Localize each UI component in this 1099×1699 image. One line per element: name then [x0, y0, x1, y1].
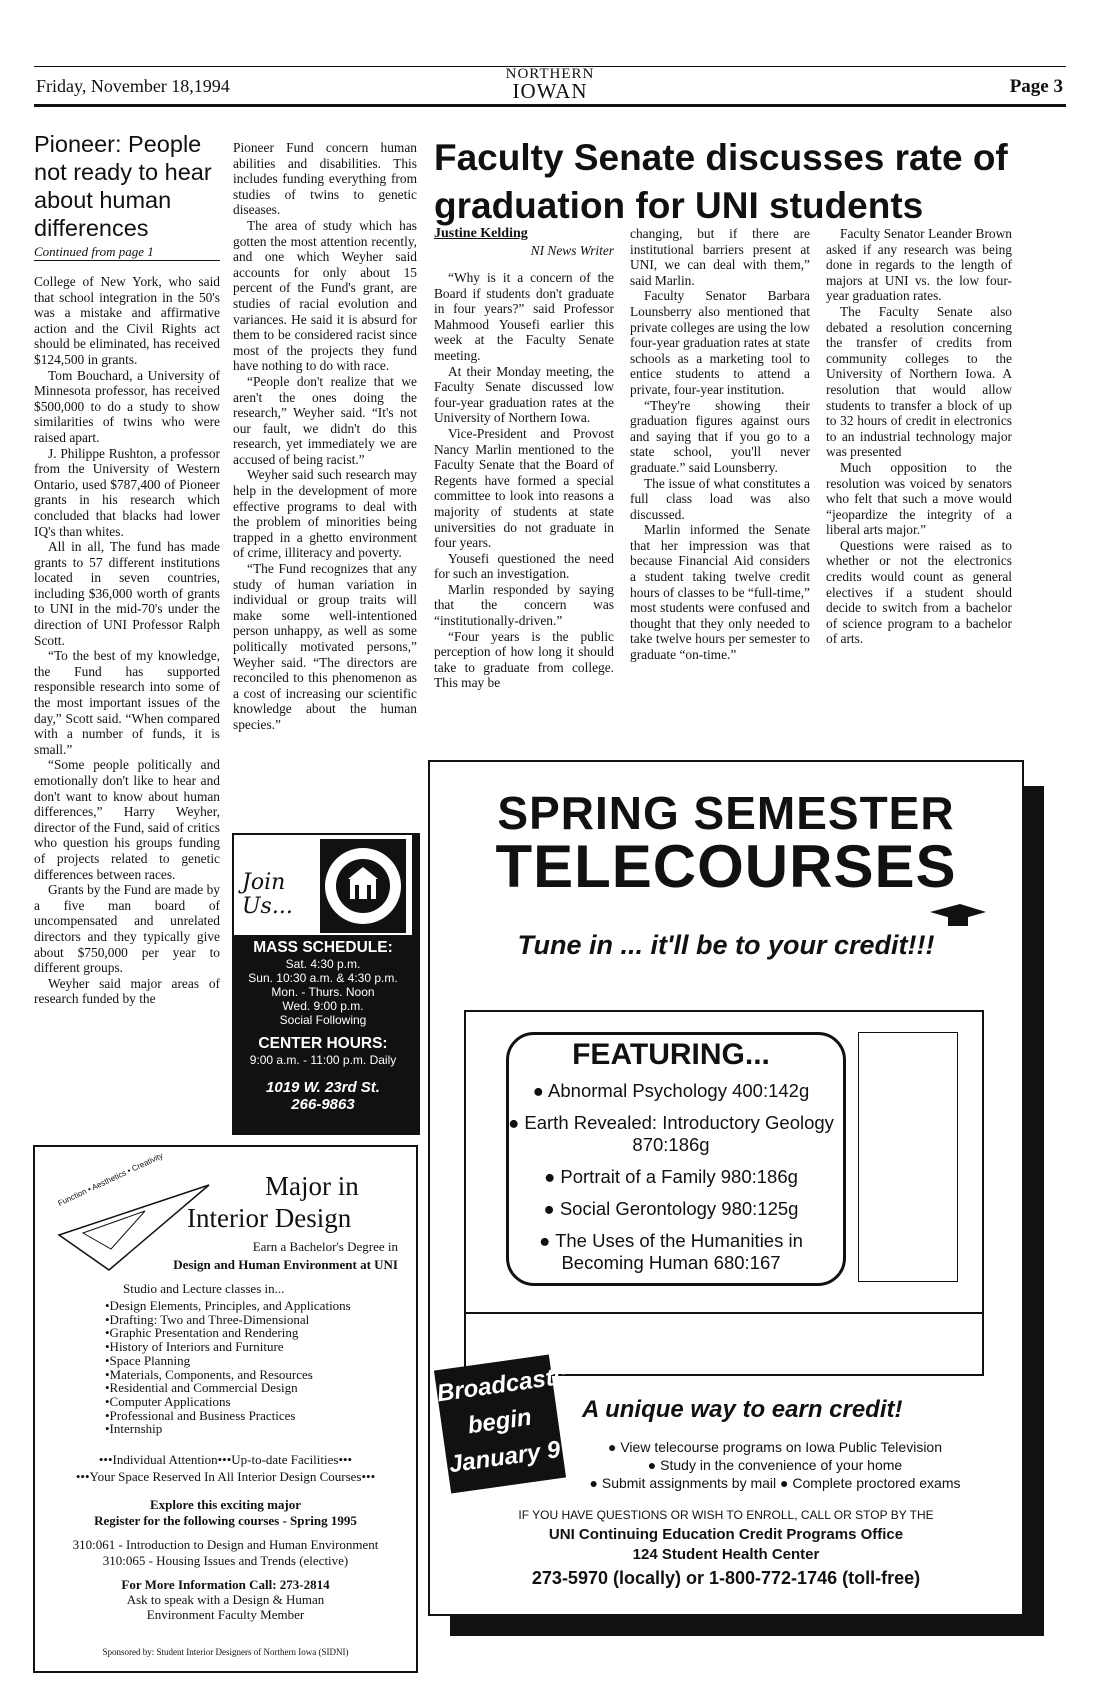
telecourse-tagline: Tune in ... it'll be to your credit!!! [517, 930, 935, 960]
paragraph: Faculty Senator Leander Brown asked if any research was being done in regards to the length of majors at UNI vs. the low four-year graduation rates. [826, 226, 1012, 304]
mass-time: Social Following [279, 1013, 367, 1027]
unique-tagline: A unique way to earn credit! [582, 1396, 903, 1423]
paragraph: College of New York, who said that school integration in the 50's was a mistake and affirmative action and the Civil Rights act should be eliminated, has received $124,500 in grants. [34, 274, 220, 367]
paragraph: “To the best of my knowledge, the Fund has supported responsible research into some of the most important issues of the day,” Scott said. “When compared with a number of funds, it is small.” [34, 648, 220, 757]
spring-course: 310:061 - Introduction to Design and Human Environment [72, 1537, 379, 1552]
center-hours-title: CENTER HOURS: [258, 1035, 388, 1052]
featuring-title: FEATURING... [572, 1038, 770, 1071]
church-seal-icon [320, 839, 406, 933]
telecourse-title-2: TELECOURSES [495, 833, 957, 900]
page-number: Page 3 [1009, 76, 1063, 97]
church-ad-shadow [412, 835, 418, 1133]
paragraph: Vice-President and Provost Nancy Marlin mentioned to the Faculty Senate that the Board of Regents have formed a special committee to look into reasons a majority of students at state universities do not graduate in four years. [434, 425, 614, 551]
interior-studio: Studio and Lecture classes in... [123, 1281, 285, 1296]
list-item: •Drafting: Two and Three-Dimensional [105, 1311, 310, 1327]
senate-column-3 [826, 226, 1012, 647]
featured-course: ● Earth Revealed: Introductory Geology 870:186g [508, 1112, 834, 1155]
paragraph: Tom Bouchard, a University of Minnesota professor, has received $500,000 to do a study to show similarities of twins who were raised apart. [34, 367, 220, 445]
telecourse-office: UNI Continuing Education Credit Programs Office [548, 1526, 904, 1543]
tv-side-panel [858, 1032, 958, 1282]
featured-course: ● Abnormal Psychology 400:142g [532, 1080, 810, 1101]
info-line-2: Ask to speak with a Design & Human [126, 1592, 325, 1607]
interior-title-2: Interior Design [187, 1203, 352, 1233]
senate-column-1 [434, 270, 614, 691]
list-item: •Professional and Business Practices [105, 1407, 296, 1423]
list-item: •Graphic Presentation and Rendering [105, 1325, 299, 1341]
paragraph: Questions were raised as to whether or not the electronics credits would count as general electives if a student should decide to switch from a bachelor of science program to a bachelor of arts. [826, 537, 1012, 647]
explore-line-2: Register for the following courses - Spring 1995 [94, 1513, 357, 1528]
pioneer-rule [34, 260, 220, 261]
telecourse-building: 124 Student Health Center [632, 1546, 820, 1563]
list-item: •Computer Applications [105, 1393, 231, 1409]
mass-time: Mon. - Thurs. Noon [271, 985, 375, 999]
spring-course: 310:065 - Housing Issues and Trends (elective) [102, 1553, 349, 1568]
interior-explore [35, 1497, 416, 1529]
graduation-cap-icon [928, 902, 988, 930]
telecourse-questions: IF YOU HAVE QUESTIONS OR WISH TO ENROLL, CALL OR STOP BY THE [518, 1508, 934, 1522]
featured-course: ● Portrait of a Family 980:186g [544, 1166, 798, 1187]
paragraph: Faculty Senator Barbara Lounsberry also mentioned that private colleges are using the low four-year graduation rates at state schools as a marketing tool to entice students to attend a private, four-year institution. [630, 288, 810, 397]
info-line-3: Environment Faculty Member [146, 1607, 305, 1622]
paragraph: “Why is it a concern of the Board if students don't graduate in four years?” said Professor Mahmood Yousefi earlier this week at the Faculty Senate meeting. [434, 270, 614, 363]
paragraph: Much opposition to the resolution was voiced by senators who felt that such a move would “jeopardize the integrity of a liberal arts major.” [826, 459, 1012, 538]
church-schedule-block [234, 935, 412, 1133]
paragraph: Marlin responded by saying that the concern was “institutionally-driven.” [434, 581, 614, 629]
paragraph: “The Fund recognizes that any study of human variation in individual or group traits will make some well-intentioned person unhappy, as well as some politically motivated persons,” Weyher said. “The directors are reconciled to this phenomenon as a cost of increasing our scientific knowledge about the human species.” [233, 561, 417, 732]
paragraph: J. Philippe Rushton, a professor from the University of Western Ontario, used $787,400 of Pioneer grants in his research which concluded that blacks had lower IQ's than whites. [34, 445, 220, 539]
mass-time: Sun. 10:30 a.m. & 4:30 p.m. [248, 971, 398, 985]
paragraph: “Some people politically and emotionally don't like to hear and don't want to know about human differences,” Harry Weyher, director of the Fund, said of critics who question his groups funding of projects related to genetic differences between races. [34, 757, 220, 882]
paragraph: The issue of what constitutes a full class load was also discussed. [630, 475, 810, 522]
features-line-1: •••Individual Attention•••Up-to-date Facilities••• [98, 1452, 353, 1467]
pioneer-column-1 [34, 274, 220, 1007]
telecourse-bullets [540, 1438, 1010, 1492]
interior-sponsor: Sponsored by: Student Interior Designers of Northern Iowa (SIDNI) [102, 1647, 349, 1657]
interior-design-ad [33, 1145, 418, 1673]
list-item: •Internship [105, 1421, 163, 1437]
pioneer-continued: Continued from page 1 [34, 244, 154, 259]
broadcast-line: January 9 [447, 1436, 563, 1479]
telecourse-title-1: SPRING SEMESTER [497, 787, 955, 839]
paper-name-top: NORTHERN [505, 66, 595, 82]
paragraph: Pioneer Fund concern human abilities and disabilities. This includes funding everything from studies of twins to genetic diseases. [233, 140, 417, 218]
paper-name-bottom: IOWAN [512, 79, 588, 103]
telecourse-phones: 273-5970 (locally) or 1-800-772-1746 (toll-free) [531, 1568, 921, 1588]
paragraph: Marlin informed the Senate that her impression was that because Financial Aid considers a student taking twelve credit hours of classes to be “full-time,” most students were confused and thought that they only needed to take twelve hours per semester to graduate “on-time.” [630, 522, 810, 663]
explore-line-1: Explore this exciting major [149, 1497, 302, 1512]
seal-box [320, 839, 406, 933]
center-hours: 9:00 a.m. - 11:00 p.m. Daily [249, 1053, 397, 1067]
paragraph: “They're showing their graduation figures against ours and saying that if you go to a state school, you'll never graduate.” said Lounsberry. [630, 397, 810, 475]
pioneer-headline: Pioneer: People not ready to hear about human differences [34, 131, 212, 241]
paragraph: “People don't realize that we aren't the ones doing the research,” Weyher said. “It's not our fault, we didn't do this research, yet immediately we are accused of being racist.” [233, 373, 417, 467]
mass-time: Sat. 4:30 p.m. [285, 957, 361, 971]
mass-time: Wed. 9:00 p.m. [282, 999, 364, 1013]
pioneer-column-2 [233, 140, 417, 733]
interior-sub-1: Earn a Bachelor's Degree in [252, 1239, 398, 1254]
join-us-script: Join Us... [242, 870, 293, 919]
paragraph: At their Monday meeting, the Faculty Senate discussed low four-year graduation rates at the University of Northern Iowa. [434, 363, 614, 426]
list-item: •Materials, Components, and Resources [105, 1366, 313, 1382]
interior-title-1: Major in [265, 1171, 359, 1201]
interior-features [35, 1451, 416, 1485]
church-address: 1019 W. 23rd St. [266, 1079, 380, 1096]
paragraph: All in all, The fund has made grants to 57 different institutions located in seven countries, including $36,000 worth of grants to UNI in the mid-70's under the direction of UNI Professor Ralph Scott. [34, 539, 220, 648]
senate-headline: Faculty Senate discusses rate of graduation for UNI students [434, 137, 1008, 226]
church-phone: 266-9863 [291, 1096, 355, 1113]
info-line-1: For More Information Call: 273-2814 [121, 1577, 330, 1592]
bullet-line: ● Submit assignments by mail ● Complete proctored exams [589, 1475, 961, 1491]
issue-date: Friday, November 18,1994 [36, 76, 230, 96]
masthead-bottom-rule [34, 104, 1066, 107]
senate-writer-role: NI News Writer [530, 243, 614, 258]
features-line-2: •••Your Space Reserved In All Interior Design Courses••• [75, 1469, 376, 1484]
paragraph: Grants by the Fund are made by a five man board of uncompensated and unrelated directors and they typically give about $750,000 per year to different groups. [34, 882, 220, 976]
broadcast-line: begin [466, 1403, 534, 1440]
bullet-line: ● View telecourse programs on Iowa Public Television [607, 1439, 942, 1455]
paragraph: The area of study which has gotten the most attention recently, and one which Weyher said accounts for only about 15 percent of the Fund's grant, are studies of racial evolution and variances. He said it is absurd for them to be considered racist since most of the projects they fund have nothing to do with race. [233, 217, 417, 374]
senate-byline: Justine Kelding [434, 226, 528, 241]
senate-column-2 [630, 226, 810, 663]
paragraph: Yousefi questioned the need for such an investigation. [434, 550, 614, 582]
featured-course: ● The Uses of the Humanities in Becoming Human 680:167 [539, 1230, 803, 1273]
telecourse-shadow-bottom [450, 1614, 1042, 1636]
design-arc-text: Function • Aesthetics • Creativity [56, 1151, 165, 1208]
broadcast-line: Broadcasts [435, 1362, 569, 1408]
interior-course-list [105, 1299, 351, 1436]
featured-course: ● Social Gerontology 980:125g [543, 1198, 799, 1219]
bullet-line: ● Study in the convenience of your home [647, 1457, 903, 1473]
paragraph: “Four years is the public perception of how long it should take to graduate from college. This may be [434, 628, 614, 691]
telecourse-shadow-right [1024, 786, 1044, 1636]
paragraph: Weyher said such research may help in the development of more effective programs to deal with the problem of minorities being trapped in a ghetto environment of crime, illiteracy and poverty. [233, 467, 417, 561]
interior-sub-2: Design and Human Environment at UNI [173, 1257, 398, 1272]
list-item: •Design Elements, Principles, and Applications [105, 1298, 351, 1313]
interior-courses-spring [35, 1537, 416, 1569]
list-item: •History of Interiors and Furniture [105, 1339, 284, 1355]
church-ad [232, 833, 420, 1135]
featured-courses [508, 1080, 834, 1274]
paragraph: Weyher said major areas of research funded by the [34, 975, 220, 1007]
paper-name [470, 66, 630, 103]
interior-info [35, 1577, 416, 1622]
list-item: •Space Planning [105, 1352, 191, 1368]
list-item: •Residential and Commercial Design [105, 1380, 298, 1396]
mass-schedule-title: MASS SCHEDULE: [253, 939, 393, 956]
paragraph: The Faculty Senate also debated a resolution concerning the transfer of credits from community colleges to the University of Northern Iowa. A resolution that would allow students to transfer a block of up to 32 hours of credit in electronics to an industrial technology major was presented [826, 303, 1012, 460]
paragraph: changing, but if there are institutional barriers present at UNI, we can deal with them,” said Marlin. [630, 226, 810, 288]
telecourse-ad [428, 760, 1024, 1616]
